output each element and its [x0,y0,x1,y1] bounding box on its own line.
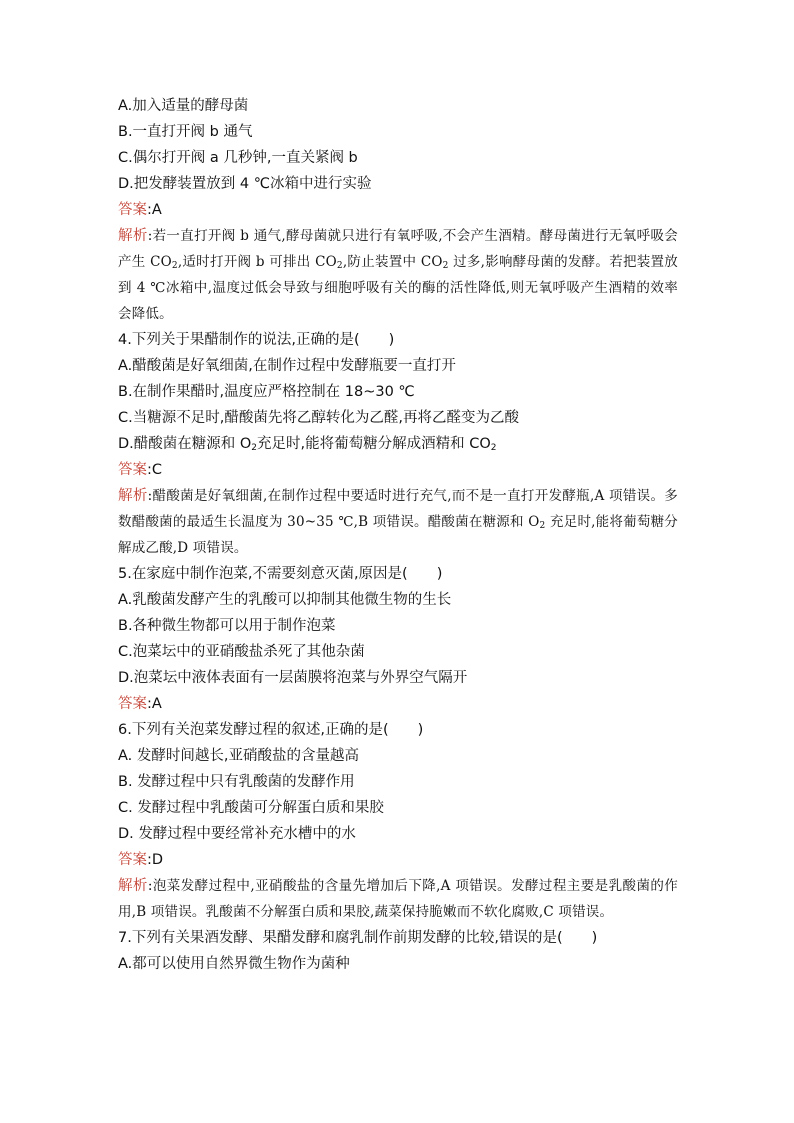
q4-answer-label: 答案 [118,462,147,478]
q4-answer [118,457,678,483]
q3-answer [118,197,678,223]
q4-option-d-sub-2: 2 [490,443,497,453]
document-page [118,93,678,977]
q3-explanation-sub-2: 2 [336,261,343,271]
q4-explanation-text-1: :醋酸菌是好氧细菌,在制作过程中要适时进行充气,而不是一直打开发酵瓶,A 项错误。多数醋酸菌的最适生长温度为 30~35 ℃,B 项错误。醋酸菌在糖源和 O [118,488,678,530]
q5-stem: 5.在家庭中制作泡菜,不需要刻意灭菌,原因是( ) [118,566,443,582]
q3-explanation-text-4: 过多,影响酵母菌的发酵。若把装置放到 4 ℃冰箱中,温度过低会导致与细胞呼吸有关的酶的活性降低,则无氧呼吸产生酒精的效率会降低。 [118,254,678,322]
q4-option-d-sub-1: 2 [251,443,258,453]
q6-stem: 6.下列有关泡菜发酵过程的叙述,正确的是( ) [118,722,424,738]
q3-explanation-label: 解析 [118,228,148,244]
q4-option-d-text-2: 充足时,能将葡萄糖分解成酒精和 CO [257,436,491,452]
q4-option-d [118,431,678,457]
q6-answer-label: 答案 [118,852,147,868]
q4-option-c: C.当糖源不足时,醋酸菌先将乙醇转化为乙醛,再将乙醛变为乙酸 [118,410,519,426]
q3-explanation-sub-3: 2 [442,261,449,271]
q3-explanation-sub-1: 2 [171,261,178,271]
q6-option-a: A. 发酵时间越长,亚硝酸盐的含量越高 [118,748,359,764]
q6-explanation [118,873,678,925]
q4-option-b: B.在制作果醋时,温度应严格控制在 18~30 ℃ [118,384,415,400]
q3-option-c: C.偶尔打开阀 a 几秒钟,一直关紧阀 b [118,150,358,166]
q4-explanation [118,483,678,561]
q6-answer [118,847,678,873]
q4-explanation-sub-1: 2 [539,521,546,531]
q5-answer [118,691,678,717]
q4-explanation-label: 解析 [118,488,148,504]
q3-option-a: A.加入适量的酵母菌 [118,98,249,114]
q3-explanation-text-3: ,防止装置中 CO [342,254,443,270]
q5-answer-value: :A [147,696,162,712]
q3-option-b: B.一直打开阀 b 通气 [118,124,253,140]
q5-option-a: A.乳酸菌发酵产生的乳酸可以抑制其他微生物的生长 [118,592,452,608]
q6-answer-value: :D [147,852,164,868]
q6-option-c: C. 发酵过程中乳酸菌可分解蛋白质和果胶 [118,800,384,816]
q4-option-d-text-1: D.醋酸菌在糖源和 O [118,436,252,452]
q6-option-d: D. 发酵过程中要经常补充水槽中的水 [118,826,356,842]
q7-option-a: A.都可以使用自然界微生物作为菌种 [118,956,350,972]
q6-option-b: B. 发酵过程中只有乳酸菌的发酵作用 [118,774,355,790]
q3-explanation-text-2: ,适时打开阀 b 可排出 CO [177,254,337,270]
q5-option-d: D.泡菜坛中液体表面有一层菌膜将泡菜与外界空气隔开 [118,670,468,686]
q3-explanation [118,223,678,327]
q3-answer-value: :A [147,202,162,218]
q3-answer-label: 答案 [118,202,147,218]
q4-explanation-text-2: 充足时,能将葡萄糖分解成乙酸,D 项错误。 [118,514,678,556]
q5-option-b: B.各种微生物都可以用于制作泡菜 [118,618,336,634]
q6-explanation-label: 解析 [118,878,148,894]
q5-option-c: C.泡菜坛中的亚硝酸盐杀死了其他杂菌 [118,644,365,660]
q7-stem: 7.下列有关果酒发酵、果醋发酵和腐乳制作前期发酵的比较,错误的是( ) [118,930,598,946]
q4-stem: 4.下列关于果醋制作的说法,正确的是( ) [118,332,395,348]
q3-option-d: D.把发酵装置放到 4 ℃冰箱中进行实验 [118,176,372,192]
q4-option-a: A.醋酸菌是好氧细菌,在制作过程中发酵瓶要一直打开 [118,358,456,374]
q3-explanation-text-1: :若一直打开阀 b 通气,酵母菌就只进行有氧呼吸,不会产生酒精。酵母菌进行无氧呼吸会产生 CO [118,228,678,270]
q6-explanation-text: :泡菜发酵过程中,亚硝酸盐的含量先增加后下降,A 项错误。发酵过程主要是乳酸菌的作用,B 项错误。乳酸菌不分解蛋白质和果胶,蔬菜保持脆嫩而不软化腐败,C 项错误。 [118,878,679,920]
q4-answer-value: :C [147,462,163,478]
q5-answer-label: 答案 [118,696,147,712]
